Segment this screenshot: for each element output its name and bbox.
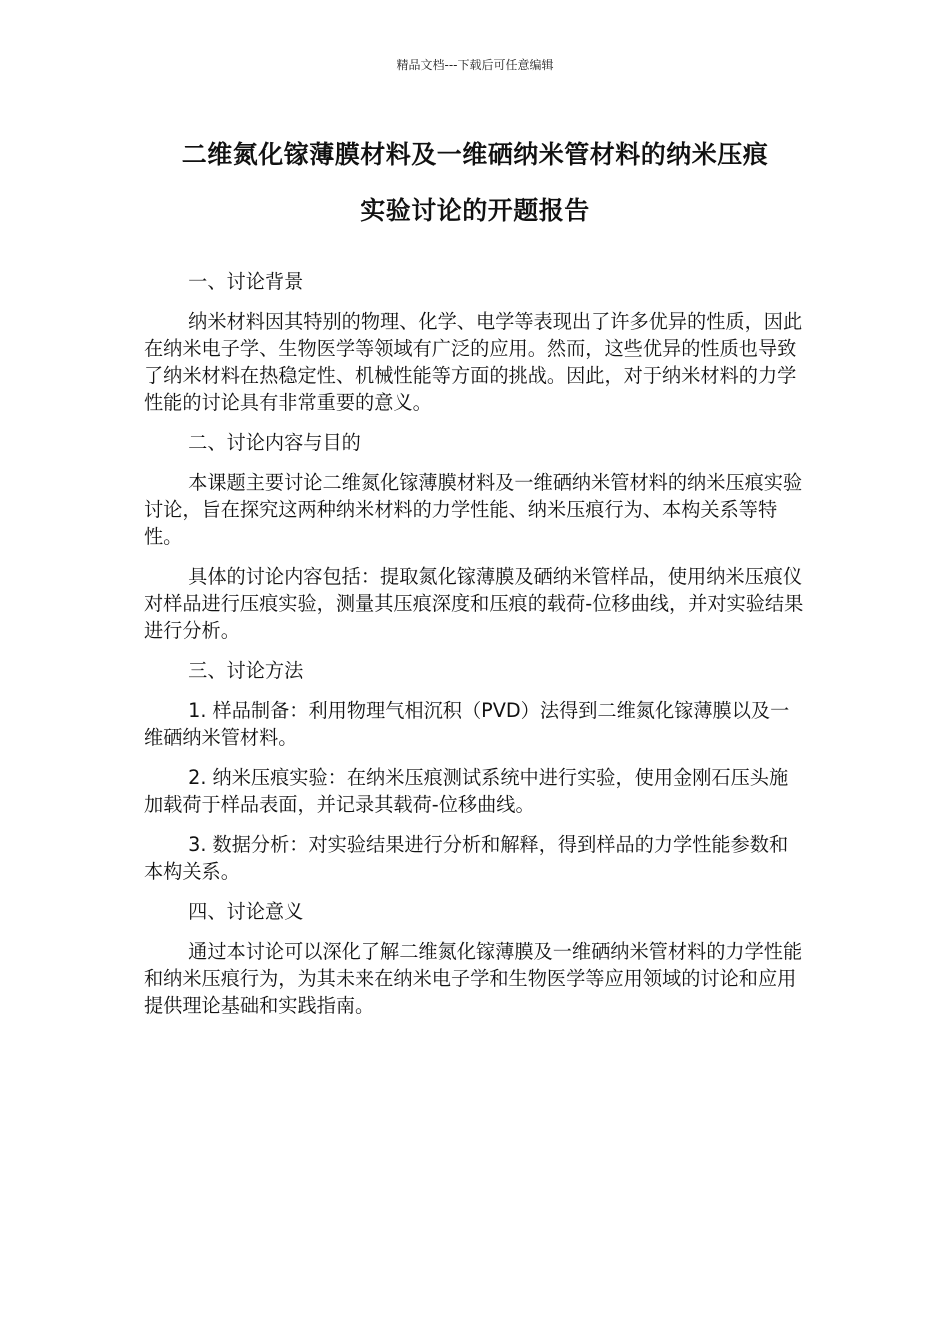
content-goal-paragraph-1: 本课题主要讨论二维氮化镓薄膜材料及一维硒纳米管材料的纳米压痕实验讨论，旨在探究这两种纳米材料的力学性能、纳米压痕行为、本构关系等特性。 bbox=[144, 471, 803, 548]
significance-paragraph: 通过本讨论可以深化了解二维氮化镓薄膜及一维硒纳米管材料的力学性能和纳米压痕行为，为其未来在纳米电子学和生物医学等应用领域的讨论和应用提供理论基础和实践指南。 bbox=[144, 940, 803, 1017]
document-title-line-1: 二维氮化镓薄膜材料及一维硒纳米管材料的纳米压痕 bbox=[181, 140, 769, 169]
section-heading-content-goal: 二、讨论内容与目的 bbox=[188, 431, 361, 454]
method-step-1: 1. 样品制备：利用物理气相沉积（PVD）法得到二维氮化镓薄膜以及一维硒纳米管材料。 bbox=[144, 699, 790, 749]
method-step-3: 3. 数据分析：对实验结果进行分析和解释，得到样品的力学性能参数和本构关系。 bbox=[144, 833, 789, 883]
background-paragraph: 纳米材料因其特别的物理、化学、电学等表现出了许多优异的性质，因此在纳米电子学、生物医学等领域有广泛的应用。然而，这些优异的性质也导致了纳米材料在热稳定性、机械性能等方面的挑战。因此，对于纳米材料的力学性能的讨论具有非常重要的意义。 bbox=[144, 310, 803, 414]
section-heading-method: 三、讨论方法 bbox=[188, 659, 304, 682]
method-step-2: 2. 纳米压痕实验：在纳米压痕测试系统中进行实验，使用金刚石压头施加载荷于样品表面，并记录其载荷-位移曲线。 bbox=[144, 766, 789, 816]
header-note: 精品文档---下载后可任意编辑 bbox=[396, 58, 554, 72]
document-title-line-2: 实验讨论的开题报告 bbox=[360, 196, 590, 225]
document-body bbox=[144, 268, 806, 1032]
section-heading-background: 一、讨论背景 bbox=[188, 270, 304, 293]
content-goal-paragraph-2: 具体的讨论内容包括：提取氮化镓薄膜及硒纳米管样品，使用纳米压痕仪对样品进行压痕实验，测量其压痕深度和压痕的载荷-位移曲线，并对实验结果进行分析。 bbox=[144, 565, 804, 642]
section-heading-significance: 四、讨论意义 bbox=[188, 900, 304, 923]
